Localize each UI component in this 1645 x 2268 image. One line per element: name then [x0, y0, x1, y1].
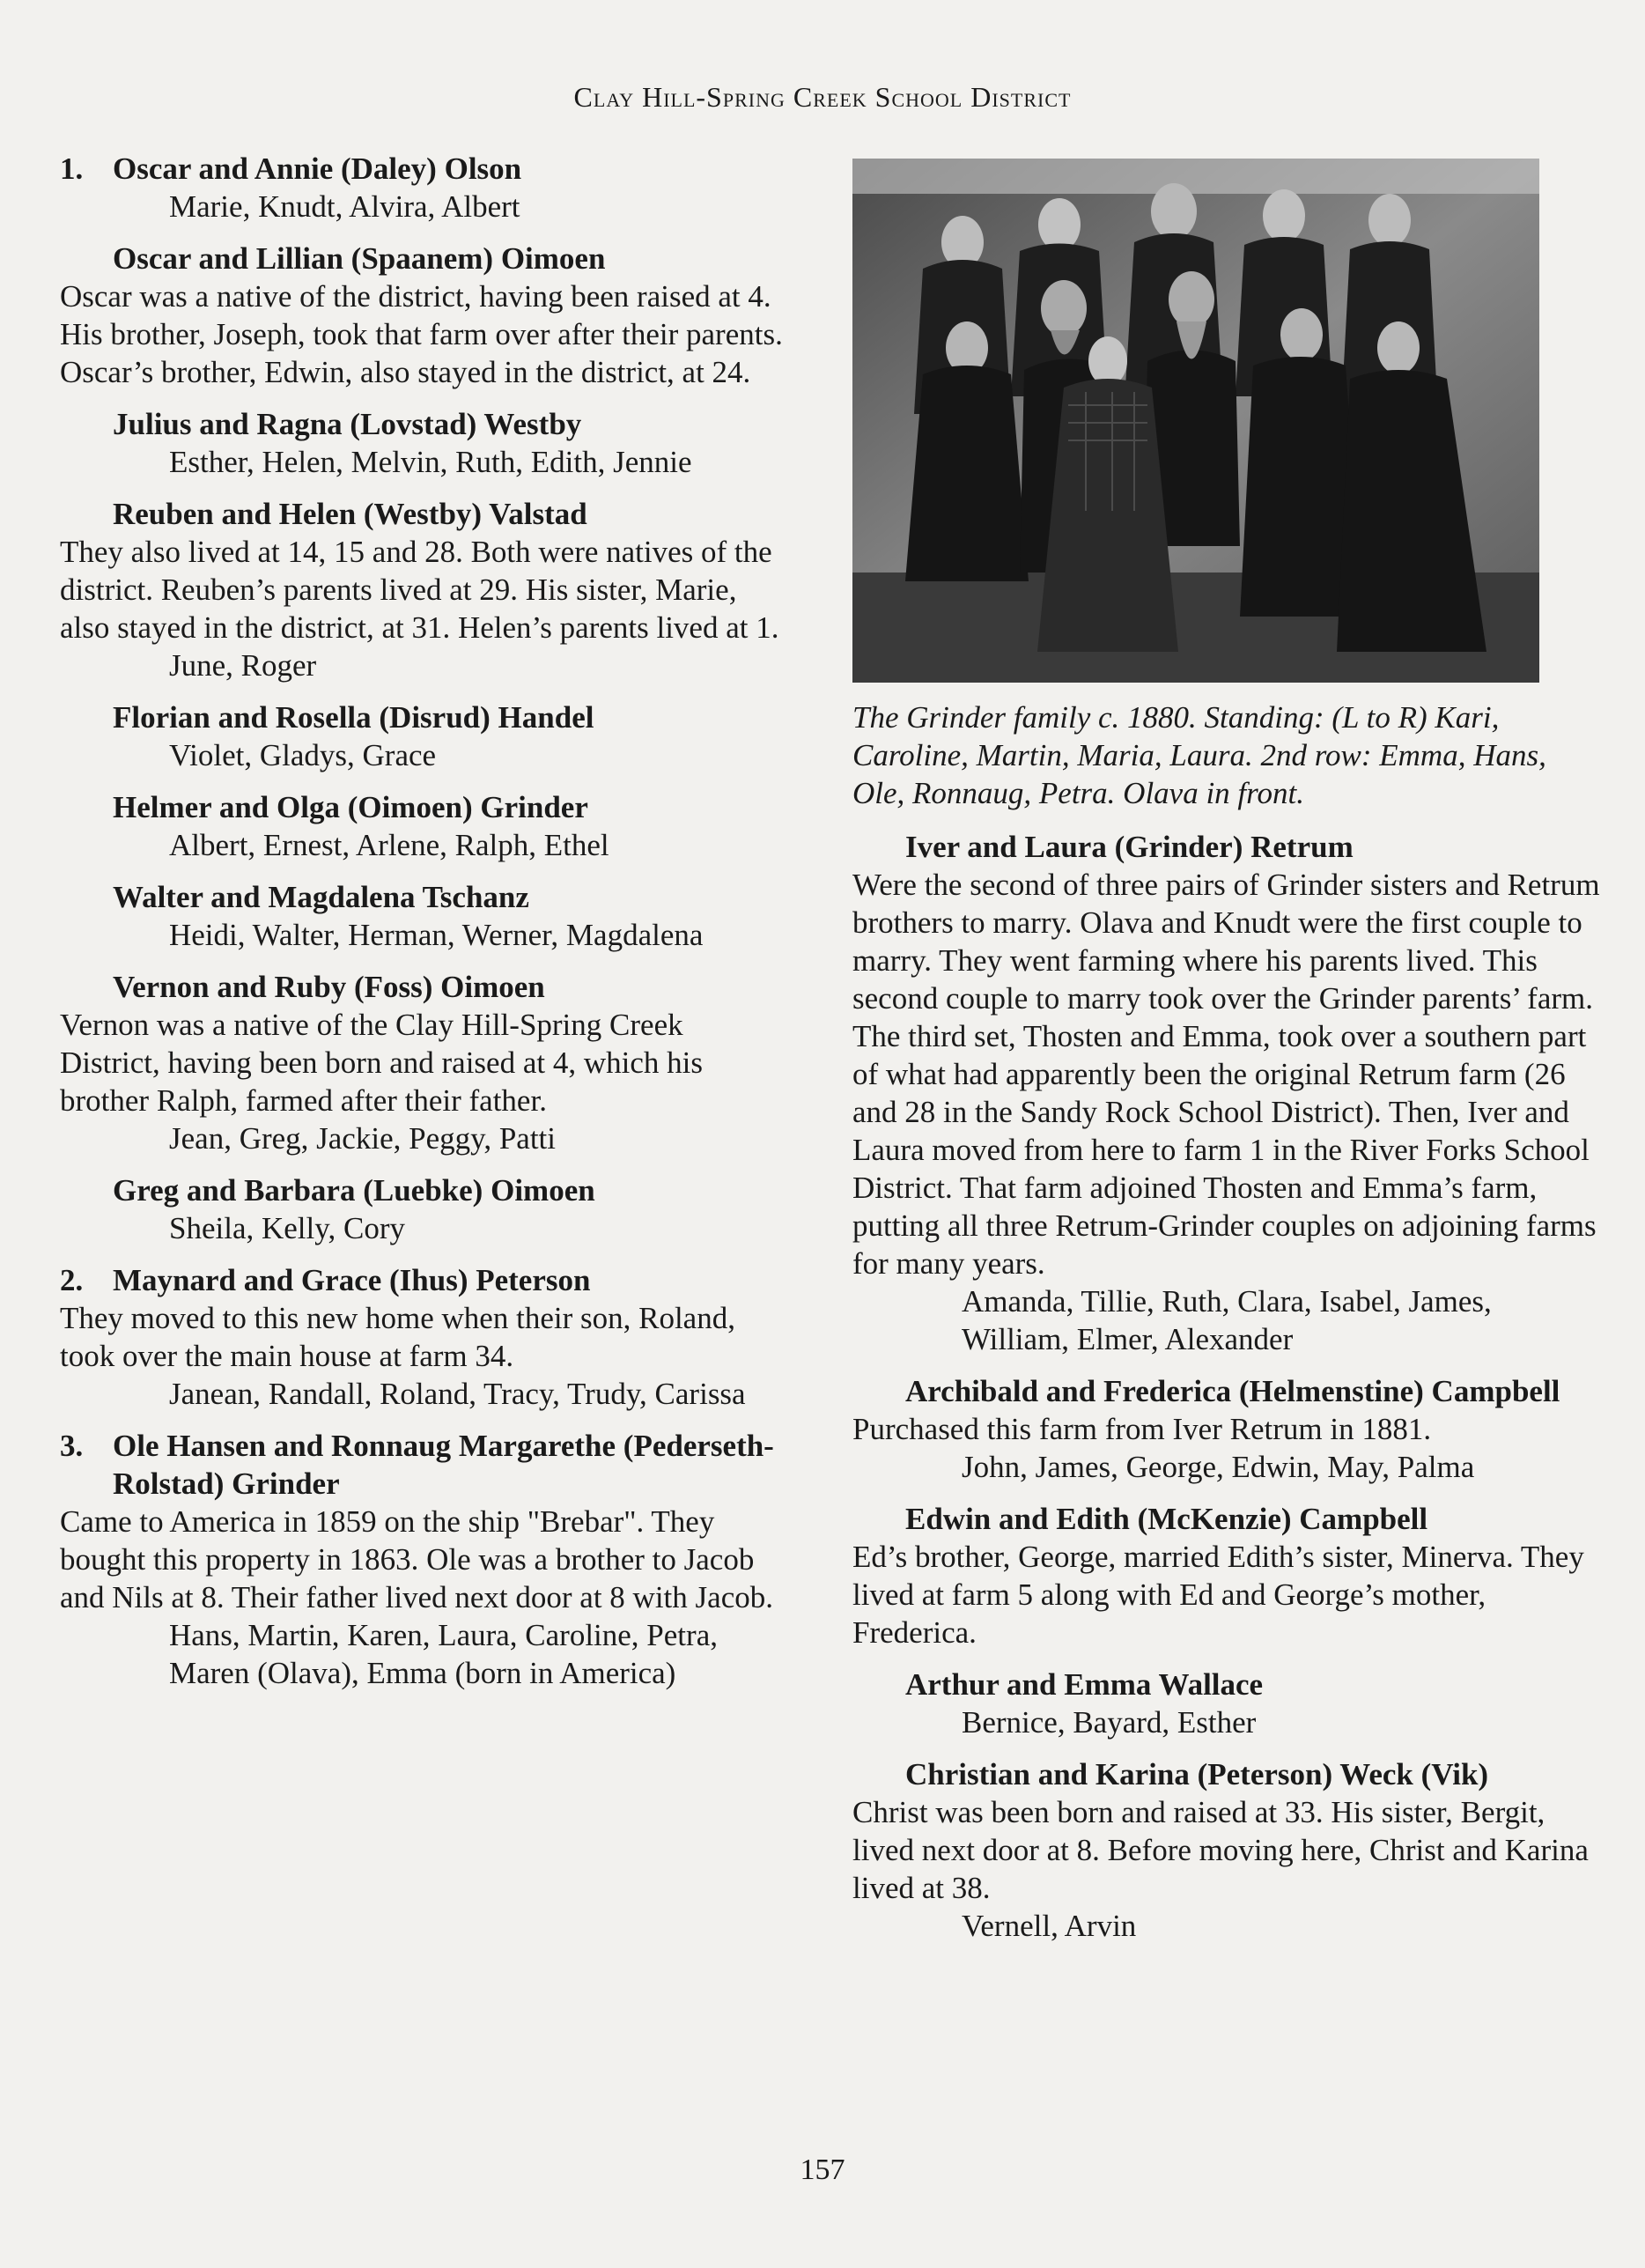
entry-text: They also lived at 14, 15 and 28. Both were natives of the district. Reuben’s parents lived at 29. His sister, Marie, also stayed in the district, at 31. Helen’s parents lived at 1. [60, 535, 779, 645]
family-entry [60, 968, 791, 1157]
children-list: Jean, Greg, Jackie, Peggy, Patti [169, 1121, 557, 1156]
family-entry [60, 1261, 791, 1413]
children-list: June, Roger [169, 648, 317, 683]
family-entry [60, 405, 791, 481]
entry-heading: Edwin and Edith (McKenzie) Campbell [905, 1502, 1428, 1536]
children-list: Amanda, Tillie, Ruth, Clara, Isabel, James, William, Elmer, Alexander [962, 1284, 1492, 1356]
children-list: Violet, Gladys, Grace [169, 738, 437, 772]
family-entry [852, 1666, 1601, 1741]
children-list: Albert, Ernest, Arlene, Ralph, Ethel [169, 828, 609, 862]
children-list: Heidi, Walter, Herman, Werner, Magdalena [169, 918, 704, 952]
entry-text: Christ was been born and raised at 33. His sister, Bergit, lived next door at 8. Before moving here, Christ and Karina lived at 38. [852, 1795, 1589, 1905]
entry-number: 1. [60, 151, 84, 186]
children-list: Hans, Martin, Karen, Laura, Caroline, Petra, Maren (Olava), Emma (born in America) [169, 1618, 718, 1690]
entry-heading: Greg and Barbara (Luebke) Oimoen [113, 1173, 595, 1208]
entry-text: Ed’s brother, George, married Edith’s sister, Minerva. They lived at farm 5 along with Ed and George’s mother, Frederica. [852, 1540, 1584, 1650]
grinder-family-photo [852, 159, 1539, 683]
entry-heading: Arthur and Emma Wallace [905, 1667, 1264, 1702]
photo-caption: The Grinder family c. 1880. Standing: (L to R) Kari, Caroline, Martin, Maria, Laura. 2nd row: Emma, Hans, Ole, Ronnaug, Petra. Olava in front. [852, 700, 1546, 810]
entry-text: Were the second of three pairs of Grinder sisters and Retrum brothers to marry. Olava and Knudt were the first couple to marry. They went farming where his parents lived. This second couple to marry took over the Grinder parents’ farm. The third set, Thosten and Emma, took over a southern part of what had apparently been the original Retrum farm (26 and 28 in the Sandy Rock School District). Then, Iver and Laura moved from here to farm 1 in the River Forks School District. That farm adjoined Thosten and Emma’s farm, putting all three Retrum-Grinder couples on adjoining farms for many years. [852, 868, 1600, 1281]
entry-heading: Helmer and Olga (Oimoen) Grinder [113, 790, 588, 824]
family-entry [852, 828, 1601, 1358]
family-entry [852, 1372, 1601, 1486]
entry-text: Purchased this farm from Iver Retrum in 1881. [852, 1412, 1432, 1446]
family-photograph [852, 159, 1539, 683]
entry-heading: Walter and Magdalena Tschanz [113, 880, 529, 914]
entry-text: Came to America in 1859 on the ship "Brebar". They bought this property in 1863. Ole was a brother to Jacob and Nils at 8. Their father lived next door at 8 with Jacob. [60, 1504, 773, 1614]
family-entry [60, 150, 791, 225]
children-list: Marie, Knudt, Alvira, Albert [169, 189, 520, 224]
family-entry [852, 1755, 1601, 1945]
entry-text: Vernon was a native of the Clay Hill-Spring Creek District, having been born and raised at 4, which his brother Ralph, farmed after their father. [60, 1008, 703, 1118]
left-column [60, 150, 791, 1706]
entry-heading [60, 1261, 791, 1299]
page-header: Clay Hill-Spring Creek School District [573, 81, 1072, 113]
family-entry [60, 495, 791, 684]
family-entry [60, 1427, 791, 1692]
entry-heading: Archibald and Frederica (Helmenstine) Campbell [905, 1374, 1560, 1408]
entry-heading [60, 1427, 791, 1503]
entry-text: They moved to this new home when their son, Roland, took over the main house at farm 34. [60, 1301, 735, 1373]
entry-number: 2. [60, 1263, 84, 1297]
entry-heading-text: Ole Hansen and Ronnaug Margarethe (Pederseth-Rolstad) Grinder [113, 1429, 774, 1501]
children-list: Bernice, Bayard, Esther [962, 1705, 1257, 1740]
family-entry [60, 240, 791, 391]
entry-number: 3. [60, 1429, 84, 1463]
entry-heading: Vernon and Ruby (Foss) Oimoen [113, 970, 545, 1004]
entry-heading: Christian and Karina (Peterson) Weck (Vik) [905, 1757, 1489, 1791]
family-entry [60, 1171, 791, 1247]
children-list: Janean, Randall, Roland, Tracy, Trudy, Carissa [169, 1377, 746, 1411]
family-entry [852, 1500, 1601, 1651]
page-number: 157 [800, 2153, 845, 2186]
entry-heading [60, 150, 791, 188]
entry-heading: Iver and Laura (Grinder) Retrum [905, 830, 1354, 864]
entry-heading-text: Maynard and Grace (Ihus) Peterson [113, 1263, 591, 1297]
family-entry [60, 788, 791, 864]
entry-heading: Florian and Rosella (Disrud) Handel [113, 700, 594, 735]
entry-text: Oscar was a native of the district, having been raised at 4. His brother, Joseph, took that farm over after their parents. Oscar’s brother, Edwin, also stayed in the district, at 24. [60, 279, 783, 389]
entry-heading-text: Oscar and Annie (Daley) Olson [113, 151, 522, 186]
entry-heading: Reuben and Helen (Westby) Valstad [113, 497, 587, 531]
children-list: John, James, George, Edwin, May, Palma [962, 1450, 1475, 1484]
children-list: Vernell, Arvin [962, 1909, 1137, 1943]
family-entry [60, 698, 791, 774]
right-column [852, 159, 1601, 1959]
children-list: Sheila, Kelly, Cory [169, 1211, 405, 1245]
children-list: Esther, Helen, Melvin, Ruth, Edith, Jennie [169, 445, 692, 479]
entry-heading: Oscar and Lillian (Spaanem) Oimoen [113, 241, 606, 276]
entry-heading: Julius and Ragna (Lovstad) Westby [113, 407, 582, 441]
family-entry [60, 878, 791, 954]
